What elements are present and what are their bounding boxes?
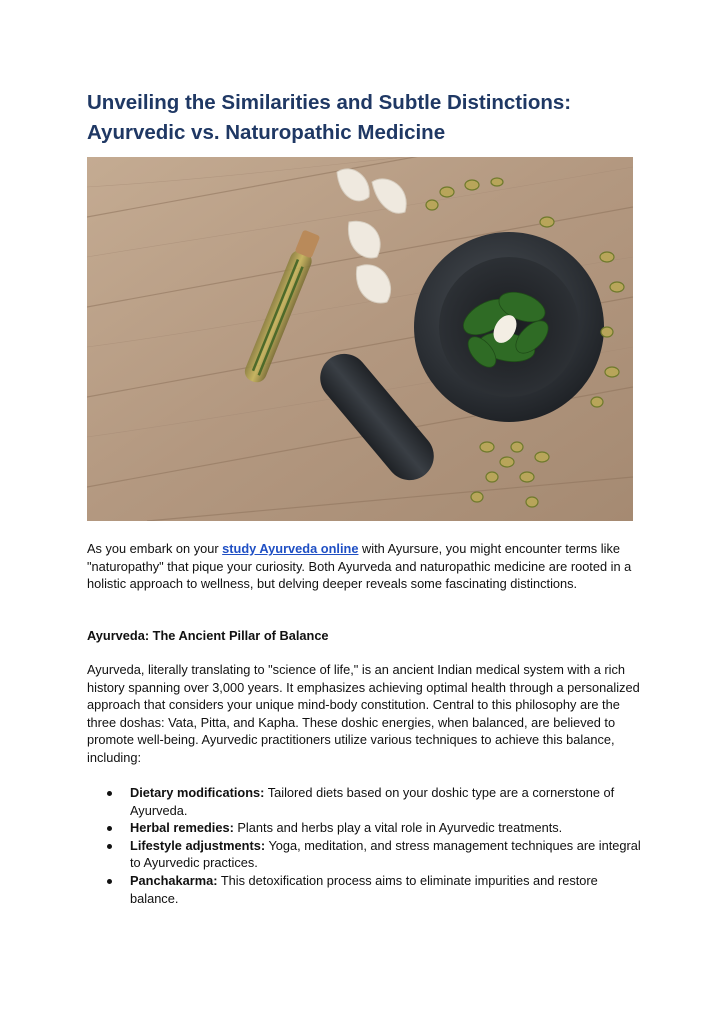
list-item-text: Yoga, meditation, and stress management techniques are integral to Ayurvedic practices. [130,837,641,871]
list-item [87,784,647,819]
list-item-text: Tailored diets based on your doshic type are a cornerstone of Ayurveda. [130,785,615,818]
intro-text-start: As you embark on your [87,541,223,556]
list-item-text: This detoxification process aims to eliminate impurities and restore balance. [130,872,598,906]
section-paragraph: Ayurveda, literally translating to "science of life," is an ancient Indian medical system with a rich history spanning over 3,000 years. It emphasizes achieving optimal health through a personalized approach that considers your unique mind-body constitution. Central to this philosophy are the three doshas: Vata, Pitta, and Kapha. These doshic energies, when balanced, are believed to promote well-being. Ayurvedic practitioners utilize various techniques to achieve this balance, including: [87,662,640,765]
list-item [87,872,647,907]
list-item [87,837,647,872]
list-item-term: Panchakarma: [130,872,218,888]
bullet-icon [107,844,112,849]
bullet-icon [107,879,112,884]
study-ayurveda-link[interactable]: study Ayurveda online [222,541,359,556]
list-item-text: Plants and herbs play a vital role in Ayurvedic treatments. [233,820,563,836]
page-title: Unveiling the Similarities and Subtle Distinctions: Ayurvedic vs. Naturopathic Medicine [87,91,572,144]
bullet-icon [107,791,112,796]
list-item-term: Herbal remedies: [130,820,234,836]
list-item-term: Dietary modifications: [130,785,265,800]
intro-paragraph [87,540,647,593]
list-item [87,819,647,837]
section-heading: Ayurveda: The Ancient Pillar of Balance [87,628,329,643]
bullet-icon [107,826,112,831]
list-item-term: Lifestyle adjustments: [130,837,266,853]
technique-list [87,784,647,907]
intro-text-end: with Ayursure, you might encounter terms like "naturopathy" that pique your curiosity. Both Ayurveda and naturopathic medicine are rooted in a holistic approach to wellness, but delving deeper reveals some fascinating distinctions. [87,541,632,592]
hero-image [87,157,633,521]
